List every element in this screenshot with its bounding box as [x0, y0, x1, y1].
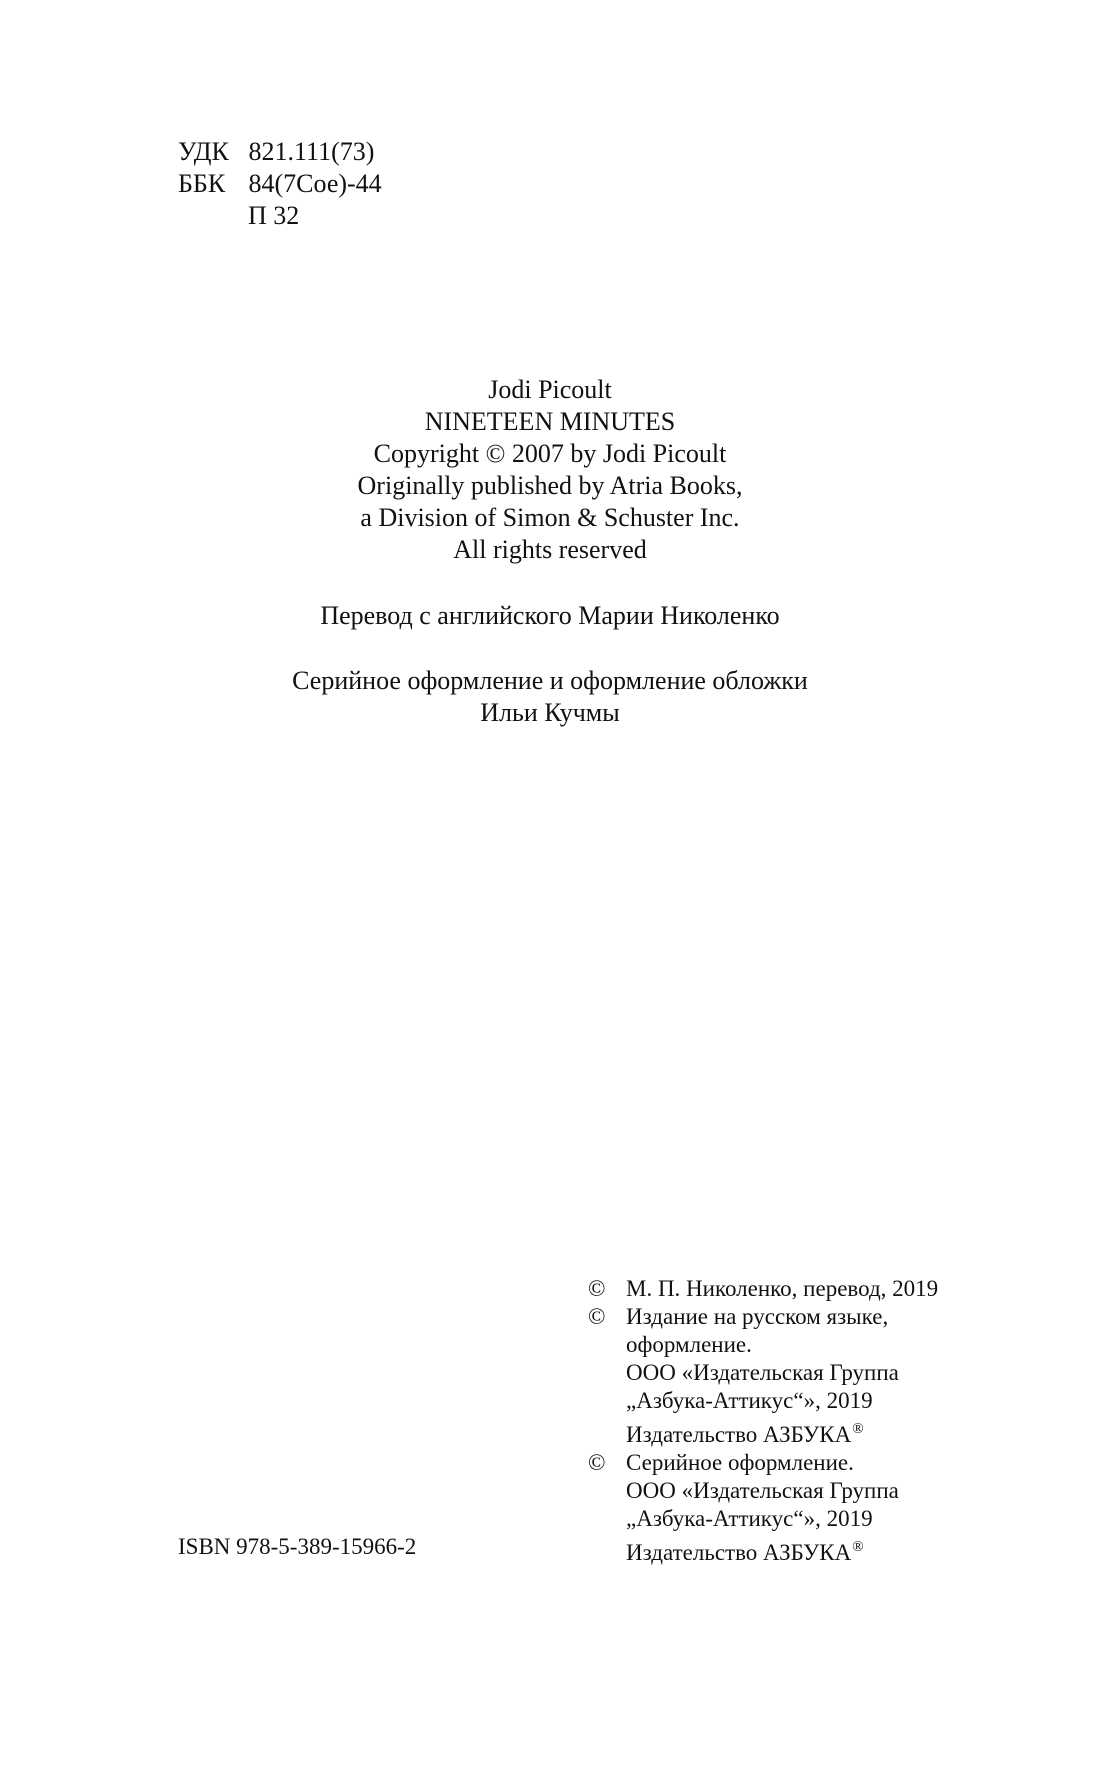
copyright-icon: ©	[588, 1276, 606, 1301]
notice-line: „Азбука-Аттикус“», 2019	[626, 1506, 873, 1531]
notice-line: Серийное оформление.	[626, 1450, 854, 1475]
copyright-notice-edition	[588, 1303, 938, 1449]
translator-credit	[0, 600, 1100, 632]
copyright-line: Copyright © 2007 by Jodi Picoult	[373, 439, 727, 468]
udk-label: УДК	[178, 137, 229, 166]
registered-icon: ®	[852, 1539, 864, 1555]
copyright-icon: ©	[588, 1304, 606, 1329]
notice-line: оформление.	[626, 1332, 752, 1357]
notice-line: „Азбука-Аттикус“», 2019	[626, 1388, 873, 1413]
bbk-label: ББК	[178, 169, 226, 198]
udk-row	[178, 136, 382, 168]
notice-line-publisher	[626, 1533, 938, 1567]
original-credits	[0, 374, 1100, 566]
copyright-icon: ©	[588, 1450, 606, 1475]
rights-line: All rights reserved	[453, 535, 647, 564]
translator-line: Перевод с английского Марии Николенко	[320, 601, 780, 630]
registered-icon: ®	[852, 1421, 864, 1437]
publisher-line: Originally published by Atria Books,	[357, 471, 743, 500]
notice-line-publisher	[626, 1415, 938, 1449]
notice-line: ООО «Издательская Группа	[626, 1360, 899, 1385]
copyright-notice-translation	[588, 1275, 938, 1303]
copyright-notices	[588, 1275, 938, 1567]
original-title: NINETEEN MINUTES	[424, 407, 676, 436]
publisher-name: Издательство АЗБУКА	[626, 1422, 852, 1447]
bbk-row	[178, 168, 382, 200]
notice-line: ООО «Издательская Группа	[626, 1478, 899, 1503]
author-mark: П 32	[248, 201, 300, 230]
design-credit	[0, 665, 1100, 729]
udk-value: 821.111(73)	[248, 137, 375, 166]
design-line: Серийное оформление и оформление обложки	[292, 666, 808, 695]
notice-line: М. П. Николенко, перевод, 2019	[626, 1276, 939, 1301]
notice-line: Издание на русском языке,	[626, 1304, 889, 1329]
publisher-name: Издательство АЗБУКА	[626, 1540, 852, 1565]
bbk-value: 84(7Сое)-44	[248, 169, 382, 198]
designer-name: Ильи Кучмы	[480, 698, 620, 727]
author-name: Jodi Picoult	[488, 375, 612, 404]
classification-block	[178, 136, 382, 232]
copyright-notice-series	[588, 1449, 938, 1567]
publisher-division-line: a Division of Simon & Schuster Inc.	[360, 503, 740, 532]
isbn: ISBN 978-5-389-15966-2	[178, 1534, 417, 1559]
